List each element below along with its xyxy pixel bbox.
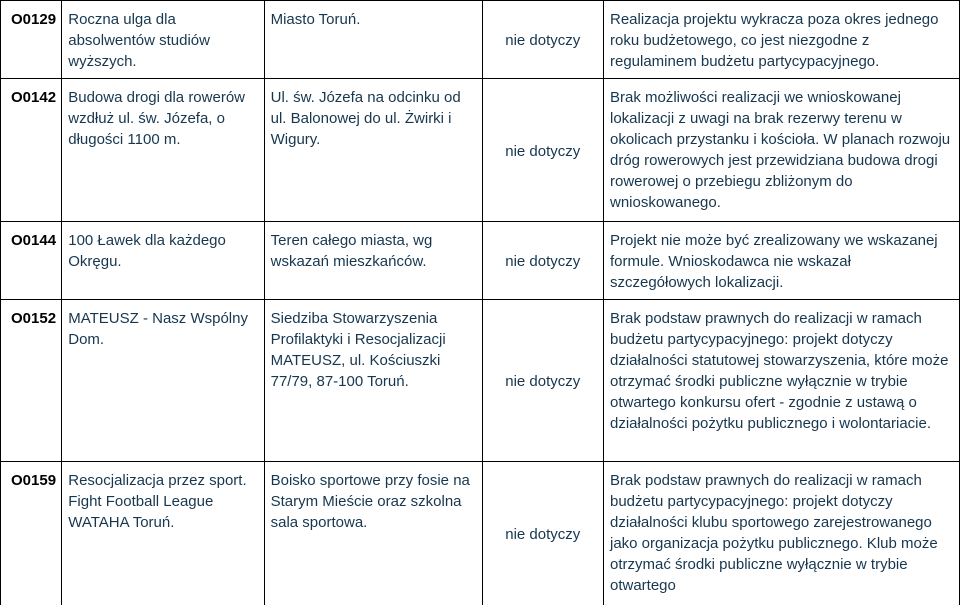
project-location: Miasto Toruń. bbox=[264, 1, 482, 79]
project-justification: Brak podstaw prawnych do realizacji w ramach budżetu partycypacyjnego: projekt dotyczy działalności statutowej stowarzyszenia, które może otrzymać środki publiczne wyłącznie w trybie otwartego konkursu ofert - zgodnie z ustawą o działalności pożytku publicznego i wolontariacie. bbox=[603, 300, 959, 462]
project-name: Roczna ulga dla absolwentów studiów wyższych. bbox=[62, 1, 264, 79]
project-status: nie dotyczy bbox=[482, 222, 603, 300]
table-row bbox=[1, 1, 960, 79]
project-justification: Brak możliwości realizacji we wnioskowanej lokalizacji z uwagi na brak rezerwy terenu w okolicach przystanku i kościoła. W planach rozwoju dróg rowerowych jest przewidziana budowa drogi rowerowej o przebiegu zbliżonym do wnioskowanego. bbox=[603, 79, 959, 222]
project-justification: Realizacja projektu wykracza poza okres jednego roku budżetowego, co jest niezgodne z regulaminem budżetu partycypacyjnego. bbox=[603, 1, 959, 79]
project-location: Siedziba Stowarzyszenia Profilaktyki i Resocjalizacji MATEUSZ, ul. Kościuszki 77/79, 87-100 Toruń. bbox=[264, 300, 482, 462]
table-row bbox=[1, 79, 960, 222]
project-location: Teren całego miasta, wg wskazań mieszkańców. bbox=[264, 222, 482, 300]
project-id: O0142 bbox=[1, 79, 62, 222]
project-status: nie dotyczy bbox=[482, 79, 603, 222]
table-row bbox=[1, 300, 960, 462]
project-location: Ul. św. Józefa na odcinku od ul. Balonowej do ul. Żwirki i Wigury. bbox=[264, 79, 482, 222]
project-justification: Projekt nie może być zrealizowany we wskazanej formule. Wnioskodawca nie wskazał szczegółowych lokalizacji. bbox=[603, 222, 959, 300]
project-justification: Brak podstaw prawnych do realizacji w ramach budżetu partycypacyjnego: projekt dotyczy działalności klubu sportowego zarejestrowanego jako organizacja pożytku publicznego. Klub może otrzymać środki publiczne wyłącznie w trybie otwartego bbox=[603, 462, 959, 605]
project-id: O0152 bbox=[1, 300, 62, 462]
project-status: nie dotyczy bbox=[482, 1, 603, 79]
project-name: 100 Ławek dla każdego Okręgu. bbox=[62, 222, 264, 300]
project-name: MATEUSZ - Nasz Wspólny Dom. bbox=[62, 300, 264, 462]
project-id: O0159 bbox=[1, 462, 62, 605]
project-location: Boisko sportowe przy fosie na Starym Mieście oraz szkolna sala sportowa. bbox=[264, 462, 482, 605]
project-id: O0129 bbox=[1, 1, 62, 79]
project-name: Resocjalizacja przez sport. Fight Football League WATAHA Toruń. bbox=[62, 462, 264, 605]
project-status: nie dotyczy bbox=[482, 300, 603, 462]
table-row bbox=[1, 462, 960, 605]
project-id: O0144 bbox=[1, 222, 62, 300]
project-name: Budowa drogi dla rowerów wzdłuż ul. św. Józefa, o długości 1100 m. bbox=[62, 79, 264, 222]
project-status: nie dotyczy bbox=[482, 462, 603, 605]
table-row bbox=[1, 222, 960, 300]
